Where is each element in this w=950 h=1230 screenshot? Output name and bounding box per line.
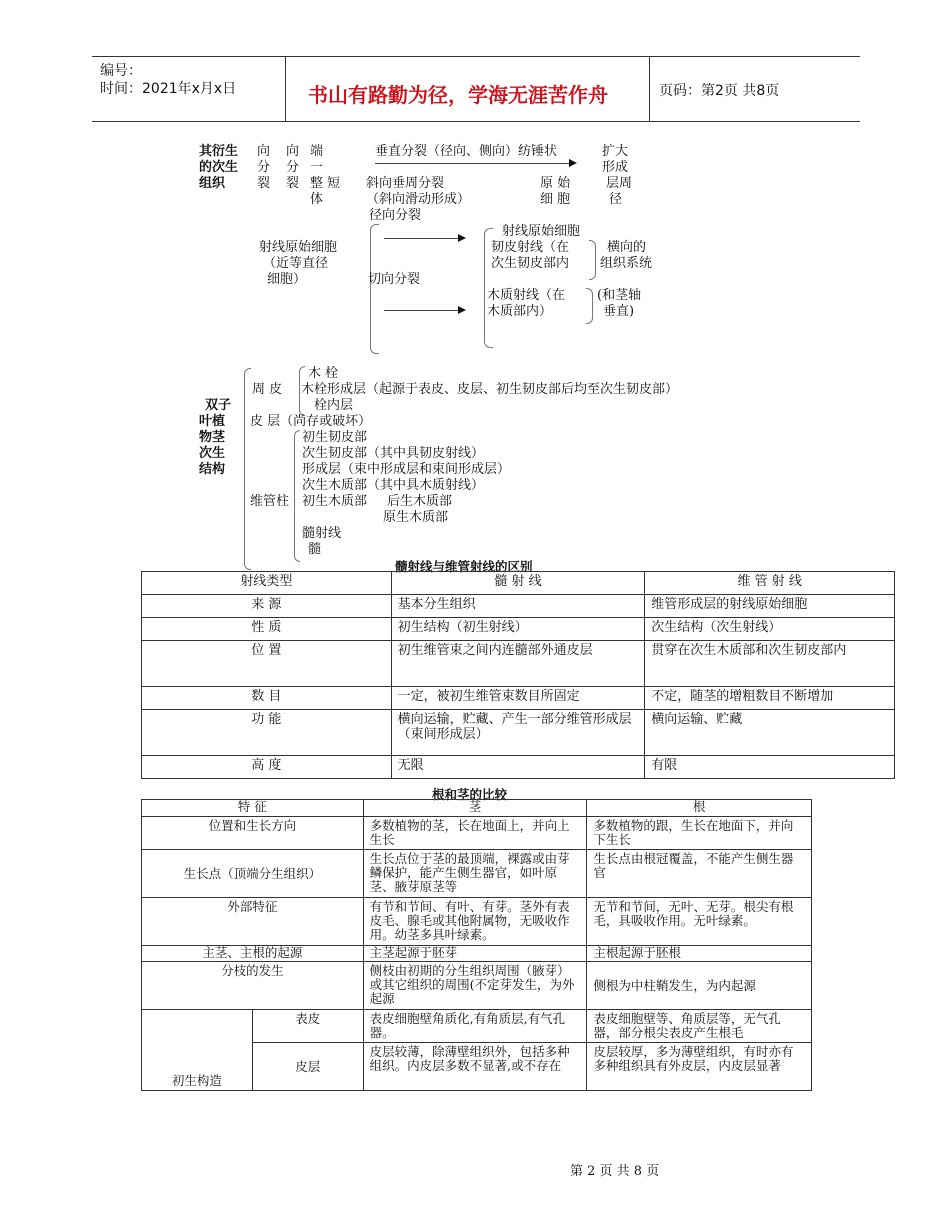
table-row <box>142 962 812 1010</box>
vertical-split: 垂直分裂（径向、侧向）纺锤状 <box>375 144 558 159</box>
t1-cell: 维管形成层的射线原始细胞 <box>645 595 895 618</box>
header-divider-left <box>285 56 286 122</box>
t2-cell: 表皮 <box>252 1010 363 1043</box>
table1-title: 髓射线与维管射线的区别 <box>395 559 533 574</box>
proto-wood: 原生木质部 <box>383 510 449 525</box>
stele-item-2: 次生韧皮部（其中具韧皮射线） <box>302 446 485 461</box>
root-stem-comparison-table <box>141 799 812 1091</box>
t1-cell: 功 能 <box>142 710 392 756</box>
stele-item-3: 形成层（束中形成层和束间形成层） <box>302 462 511 477</box>
stele: 维管柱 <box>250 494 290 509</box>
arrow-vertical-split <box>375 163 575 164</box>
diagram1-title-line3: 组织 <box>199 176 226 191</box>
t1-cell: 横向运输，贮藏、产生一部分维管形成层（束间形成层） <box>391 710 645 756</box>
table-row <box>142 618 895 641</box>
cortex: 皮 层（尚存或破坏） <box>250 414 372 429</box>
t1-header-vascular: 维 管 射 线 <box>645 572 895 595</box>
table-row <box>142 1010 812 1043</box>
t1-cell: 有限 <box>645 756 895 779</box>
table-row <box>142 817 812 850</box>
t2-primary-label: 初生构造 <box>142 1010 253 1091</box>
primitive-1: 原 始 <box>540 176 571 191</box>
d2-main-brace <box>244 368 251 570</box>
t2-cell: 多数植物的跟，生长在地面下，并向下生长 <box>587 817 812 850</box>
t2-cell: 外部特征 <box>142 898 364 946</box>
d2-title-5: 结构 <box>199 462 226 477</box>
table2-title: 根和茎的比较 <box>432 787 508 802</box>
t2-header-stem: 茎 <box>363 800 587 817</box>
ray-lower-2: 木质部内） <box>487 304 553 319</box>
expand-1: 扩大 <box>602 144 629 159</box>
oblique-note: （斜向滑动形成） <box>366 192 471 207</box>
phellogen: 木栓形成层（起源于表皮、皮层、初生韧皮部后均至次生韧皮部） <box>301 382 679 397</box>
page-label: 页码：第2页 共8页 <box>659 83 780 99</box>
t1-cell: 不定，随茎的增粗数目不断增加 <box>645 687 895 710</box>
footer-page-number: 第 2 页 共 8 页 <box>570 1164 660 1179</box>
number-label: 编号： <box>100 63 142 79</box>
periderm: 周 皮 <box>252 382 283 397</box>
t2-cell: 皮层 <box>252 1043 363 1091</box>
t2-cell: 多数植物的茎，长在地面上，并向上生长 <box>363 817 587 850</box>
d2-title-3: 物茎 <box>199 430 226 445</box>
t2-cell: 主根起源于胚根 <box>587 946 812 962</box>
t2-header-root: 根 <box>587 800 812 817</box>
t1-header-type: 射线类型 <box>142 572 392 595</box>
table-row <box>142 710 895 756</box>
t2-cell: 分枝的发生 <box>142 962 364 1010</box>
primitive-2: 细 胞 <box>540 192 571 207</box>
t2-cell: 生长点位于茎的最顶端，裸露或由芽鳞保护，能产生侧生器官，如叶原茎、腋芽原茎等 <box>363 850 587 898</box>
table-row <box>142 641 895 687</box>
table-row <box>142 850 812 898</box>
col-a-3: 裂 <box>257 176 271 191</box>
stele-item-4: 次生木质部（其中具木质射线） <box>302 478 485 493</box>
t1-cell: 性 质 <box>142 618 392 641</box>
t2-cell: 有节和节间、有叶、有芽。茎外有表皮毛、腺毛或其他附属物，无吸收作用。幼茎多具叶绿素。 <box>363 898 587 946</box>
ray-comparison-table <box>141 571 895 779</box>
ray-upper-1: 射线原始细胞 <box>502 224 581 239</box>
t1-cell: 初生结构（初生射线） <box>391 618 645 641</box>
t2-cell: 表皮细胞壁角质化,有角质层,有气孔器。 <box>363 1010 587 1043</box>
col-c-2: 一 <box>310 160 324 175</box>
diagram1-title-line1: 其衍生 <box>199 144 239 159</box>
expand-2: 形成 <box>602 160 629 175</box>
t2-cell: 侧根为中柱鞘发生，为内起源 <box>587 962 812 1010</box>
oblique-split: 斜向垂周分裂 <box>366 176 445 191</box>
t2-cell: 侧枝由初期的分生组织周围（腋芽）或其它组织的周围(不定芽发生，为外起源 <box>363 962 587 1010</box>
table-row <box>142 898 812 946</box>
phelloderm: 栓内层 <box>314 398 354 413</box>
t1-header-pith: 髓 射 线 <box>391 572 645 595</box>
header-motto: 书山有路勤为径，学海无涯苦作舟 <box>308 83 608 107</box>
d2-title-1: 双子 <box>205 398 232 413</box>
layer-1: 层周 <box>606 176 633 191</box>
cork: 木 栓 <box>308 366 339 381</box>
t2-cell: 无节和节间，无叶、无芽。根尖有根毛，具吸收作用。无叶绿素。 <box>587 898 812 946</box>
t1-cell: 横向运输、贮藏 <box>645 710 895 756</box>
t2-cell: 皮层较厚，多为薄壁组织，有时亦有多种组织具有外皮层，内皮层显著 <box>587 1043 812 1091</box>
stele-item-1: 初生韧皮部 <box>302 430 368 445</box>
t1-cell: 一定，被初生维管束数目所固定 <box>391 687 645 710</box>
d2-title-2: 叶植 <box>199 414 226 429</box>
arrow-upper <box>384 238 464 239</box>
d2-title-4: 次生 <box>199 446 226 461</box>
col-b-1: 向 <box>286 144 300 159</box>
horizontal-2: 组织系统 <box>600 256 653 271</box>
pith: 髓 <box>308 542 322 557</box>
t2-cell: 位置和生长方向 <box>142 817 364 850</box>
t1-cell: 次生结构（次生射线） <box>645 618 895 641</box>
t1-cell: 来 源 <box>142 595 392 618</box>
header-bottom-rule <box>92 121 860 122</box>
t1-cell: 初生维管束之间内连髓部外通皮层 <box>391 641 645 687</box>
late-wood: 后生木质部 <box>387 494 453 509</box>
horizontal-brace-2 <box>586 288 593 324</box>
horizontal-1: 横向的 <box>607 240 647 255</box>
pith-ray: 髓射线 <box>302 526 342 541</box>
col-c-4: 体 <box>310 192 324 207</box>
col-b-2: 分 <box>286 160 300 175</box>
horizontal-brace-1 <box>589 240 596 280</box>
t2-cell: 主茎、主根的起源 <box>142 946 364 962</box>
t2-cell: 皮层较薄，除薄壁组织外，包括多种组织。内皮层多数不显著,或不存在 <box>363 1043 587 1091</box>
tangential-brace <box>370 224 379 354</box>
table-row <box>142 687 895 710</box>
ray-initial-1: 射线原始细胞 <box>259 240 338 255</box>
table-row <box>142 756 895 779</box>
arrow-lower <box>384 310 464 311</box>
stele-item-5: 初生木质部 <box>302 494 368 509</box>
diagram1-title-line2: 的次生 <box>199 160 239 175</box>
col-b-3: 裂 <box>286 176 300 191</box>
col-a-2: 分 <box>257 160 271 175</box>
t1-cell: 高 度 <box>142 756 392 779</box>
t1-cell: 数 目 <box>142 687 392 710</box>
header-divider-right <box>649 56 650 122</box>
table-row <box>142 595 895 618</box>
horizontal-3: (和茎轴 <box>597 288 642 303</box>
header-top-rule <box>92 56 860 57</box>
ray-upper-3: 次生韧皮部内 <box>491 256 570 271</box>
d2-stele-brace <box>294 430 300 562</box>
t2-cell: 表皮细胞壁等、角质层等，无气孔器，部分根尖表皮产生根毛 <box>587 1010 812 1043</box>
layer-2: 径 <box>609 192 623 207</box>
table-row <box>142 946 812 962</box>
ray-lower-1: 木质射线（在 <box>487 288 566 303</box>
col-a-1: 向 <box>257 144 271 159</box>
col-c-3: 整 短 <box>310 176 341 191</box>
tangential-split: 切向分裂 <box>368 272 421 287</box>
t1-cell: 贯穿在次生木质部和次生韧皮部内 <box>645 641 895 687</box>
col-c-1: 端 <box>310 144 324 159</box>
time-label: 时间：2021年x月x日 <box>100 81 237 97</box>
t1-cell: 无限 <box>391 756 645 779</box>
t2-cell: 生长点（顶端分生组织） <box>142 850 364 898</box>
t2-cell: 主茎起源于胚芽 <box>363 946 587 962</box>
radial-split: 径向分裂 <box>369 208 422 223</box>
ray-initial-3: 细胞） <box>267 272 307 287</box>
t2-header-feature: 特 征 <box>142 800 364 817</box>
t1-cell: 位 置 <box>142 641 392 687</box>
t2-cell: 生长点由根冠覆盖，不能产生侧生器官 <box>587 850 812 898</box>
t1-cell: 基本分生组织 <box>391 595 645 618</box>
ray-upper-2: 韧皮射线（在 <box>491 240 570 255</box>
horizontal-4: 垂直) <box>603 304 635 319</box>
ray-initial-2: （近等直径 <box>263 256 329 271</box>
